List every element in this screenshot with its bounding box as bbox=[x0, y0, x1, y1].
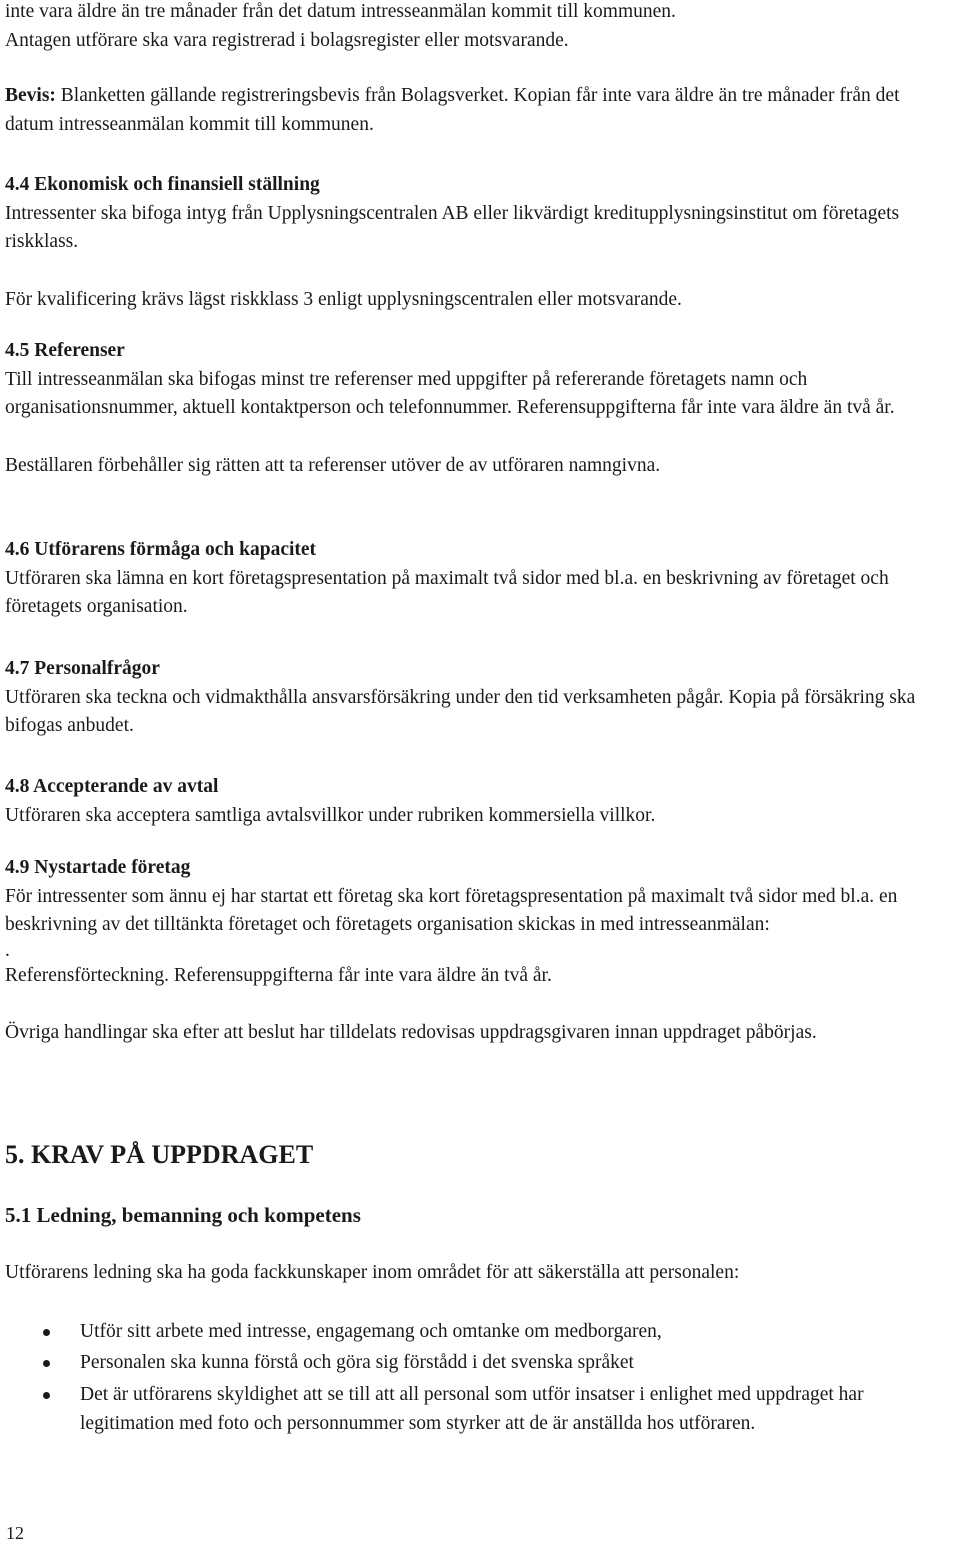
bevis-label: Bevis: bbox=[5, 85, 56, 106]
section-4-4 bbox=[5, 171, 950, 314]
section-paragraph: Utföraren ska teckna och vidmakthålla ansvarsförsäkring under den tid verksamheten pågår. Kopia på försäkring ska bifogas anbudet. bbox=[5, 686, 916, 736]
section-paragraph: Utföraren ska acceptera samtliga avtalsvillkor under rubriken kommersiella villkor. bbox=[5, 804, 656, 826]
list-item bbox=[5, 1381, 930, 1438]
list-item-text: Utför sitt arbete med intresse, engagemang och omtanke om medborgaren, bbox=[80, 1321, 662, 1342]
section-paragraph: Till intresseanmälan ska bifogas minst tre referenser med uppgifter på refererande företagets namn och organisationsnummer, aktuell kontaktperson och telefonnummer. Referensuppgifterna får inte vara äldre än två år. bbox=[5, 368, 895, 418]
requirements-list bbox=[5, 1318, 950, 1438]
section-heading: 4.6 Utförarens förmåga och kapacitet bbox=[5, 539, 317, 560]
bullet-icon bbox=[43, 1392, 50, 1399]
section-paragraph: Utföraren ska lämna en kort företagspresentation på maximalt två sidor med bl.a. en beskrivning av företaget och företagets organisation. bbox=[5, 567, 889, 617]
section-paragraph: Utförarens ledning ska ha goda fackkunskaper inom området för att säkerställa att personalen: bbox=[5, 1262, 740, 1283]
section-4-8 bbox=[5, 773, 950, 830]
section-paragraph: Intressenter ska bifoga intyg från Upplysningscentralen AB eller likvärdigt kreditupplysningsinstitut om företagets riskklass. bbox=[5, 202, 900, 252]
bevis-text: Blanketten gällande registreringsbevis från Bolagsverket. Kopian får inte vara äldre än tre månader från det datum intresseanmälan kommit till kommunen. bbox=[5, 85, 900, 135]
list-item-text: Det är utförarens skyldighet att se till att all personal som utför insatser i enlighet med uppdraget har legitimation med foto och personnummer som styrker att de är anställda hos utföraren. bbox=[80, 1384, 864, 1434]
intro-line-1: inte vara äldre än tre månader från det datum intresseanmälan kommit till kommunen. bbox=[5, 1, 676, 22]
section-paragraph: För kvalificering krävs lägst riskklass 3 enligt upplysningscentralen eller motsvarande. bbox=[5, 288, 682, 310]
section-4-6 bbox=[5, 536, 955, 622]
page-number: 12 bbox=[6, 1523, 24, 1543]
section-heading: 4.4 Ekonomisk och finansiell ställning bbox=[5, 174, 320, 195]
section-heading: 4.9 Nystartade företag bbox=[5, 857, 191, 878]
stray-dot: . bbox=[5, 939, 10, 961]
list-item bbox=[5, 1318, 950, 1347]
list-item bbox=[5, 1349, 950, 1378]
chapter-heading: 5. KRAV PÅ UPPDRAGET bbox=[5, 1140, 314, 1169]
bullet-icon bbox=[43, 1360, 50, 1367]
bevis-paragraph bbox=[5, 82, 950, 139]
section-paragraph: För intressenter som ännu ej har startat ett företag ska kort företagspresentation på maximalt två sidor med bl.a. en beskrivning av det tilltänkta företaget och företagets organisation skickas in med intresseanmälan: bbox=[5, 885, 898, 935]
section-4-9 bbox=[5, 854, 953, 1048]
section-heading: 4.7 Personalfrågor bbox=[5, 658, 160, 679]
list-item-text: Personalen ska kunna förstå och göra sig förstådd i det svenska språket bbox=[80, 1351, 634, 1373]
section-paragraph: Övriga handlingar ska efter att beslut har tilldelats redovisas uppdragsgivaren innan uppdraget påbörjas. bbox=[5, 1022, 817, 1043]
section-paragraph: Beställaren förbehåller sig rätten att ta referenser utöver de av utföraren namngivna. bbox=[5, 454, 661, 476]
section-4-7 bbox=[5, 655, 950, 741]
bullet-icon bbox=[43, 1329, 50, 1336]
intro-line-2: Antagen utförare ska vara registrerad i bolagsregister eller motsvarande. bbox=[5, 30, 569, 51]
section-heading: 4.5 Referenser bbox=[5, 340, 125, 361]
subsection-heading: 5.1 Ledning, bemanning och kompetens bbox=[5, 1203, 361, 1227]
section-paragraph: Referensförteckning. Referensuppgifterna får inte vara äldre än två år. bbox=[5, 964, 552, 986]
section-4-5 bbox=[5, 337, 960, 480]
section-heading: 4.8 Accepterande av avtal bbox=[5, 776, 219, 797]
